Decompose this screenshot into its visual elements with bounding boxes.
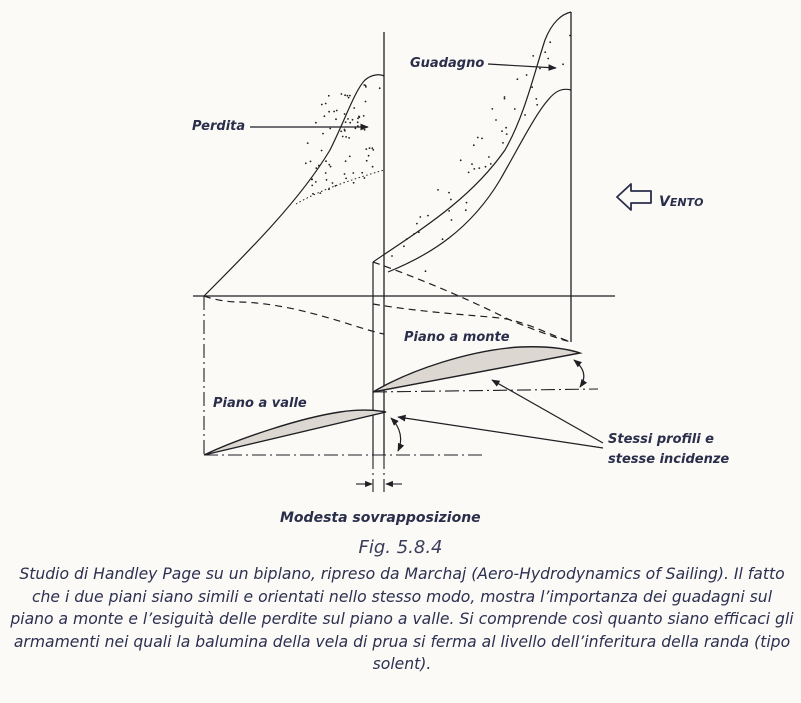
- piano-a-monte-label: Piano a monte: [404, 330, 510, 345]
- perdita-loss-region: [296, 76, 384, 205]
- upper-plane-airfoil: [373, 347, 580, 392]
- modesta-sovrapposizione-label: Modesta sovrapposizione: [280, 510, 481, 526]
- upper-plane-incidence-arrow: [574, 360, 584, 387]
- guadagno-arrow: [488, 64, 556, 68]
- guadagno-label: Guadagno: [410, 56, 485, 71]
- lower-plane-airfoil: [204, 410, 386, 455]
- upper-plane-outer-pressure-curve: [373, 12, 571, 262]
- figure-number: Fig. 5.8.4: [358, 537, 443, 558]
- wind-arrow-icon: [617, 184, 651, 210]
- lower-plane-underside-pressure-curve: [204, 296, 384, 334]
- vento-label: VENTO: [659, 194, 704, 210]
- figure-caption: Studio di Handley Page su un biplano, ripreso da Marchaj (Aero-Hydrodynamics of Sailing). Il fatto che i due piani siano simili e orientati nello stesso modo, mostra l’importanza dei guadagni sul piano a monte e l’esiguità delle perdite sul piano a valle. Si comprende così quanto siano efficaci gli armamenti nei quali la balumina della vela di prua si ferma al livello dell’inferitura della randa (tipo solent).: [10, 565, 794, 673]
- lower-plane-outer-pressure-curve: [204, 75, 384, 296]
- stessi-profili-label-line2: stesse incidenze: [608, 452, 730, 467]
- perdita-label: Perdita: [192, 119, 246, 134]
- piano-a-valle-label: Piano a valle: [213, 396, 307, 411]
- lower-plane-incidence-arrow: [391, 418, 401, 451]
- upper-plane-chord-line: [373, 389, 598, 392]
- lower-plane-inner-pressure-curve: [296, 170, 384, 204]
- stessi-arrow-lower: [398, 417, 603, 448]
- stessi-profili-label-line1: Stessi profili e: [608, 432, 714, 447]
